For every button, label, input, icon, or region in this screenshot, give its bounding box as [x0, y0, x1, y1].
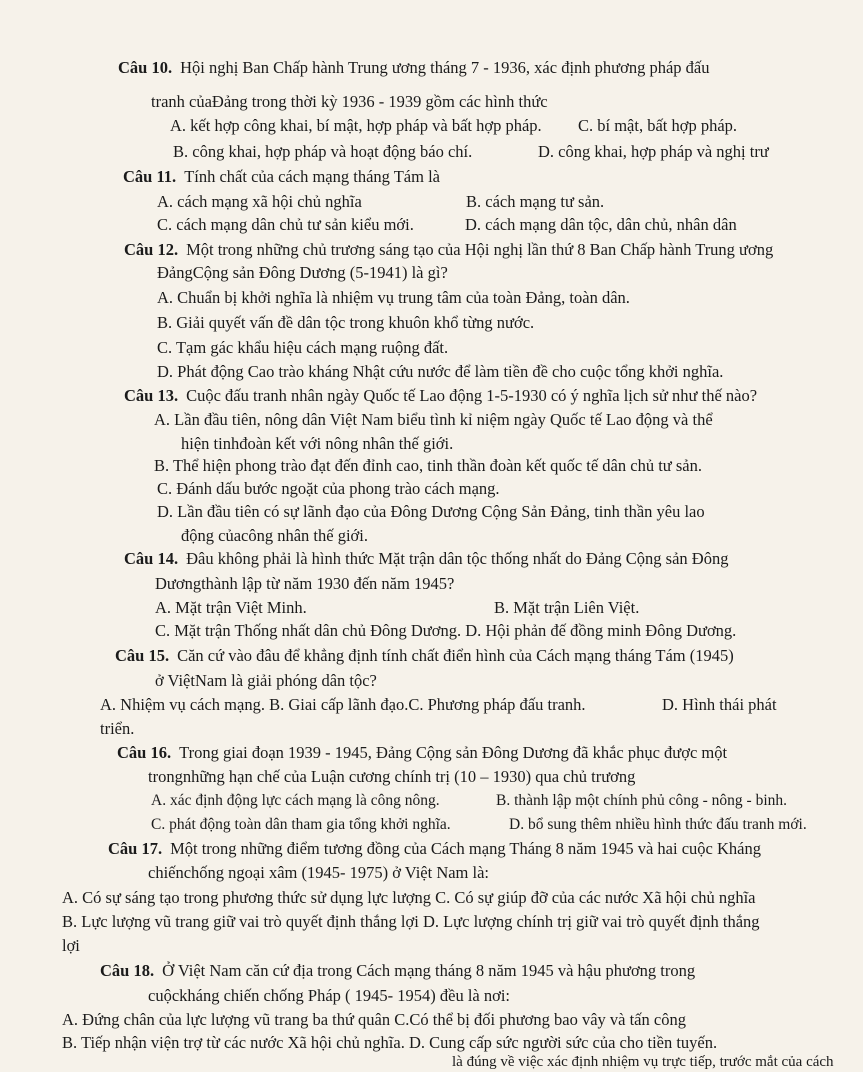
q15-stem-text: Căn cứ vào đâu để khẳng định tính chất điển hình của Cách mạng tháng Tám (1945) — [177, 646, 734, 665]
q17-options-b-d: B. Lực lượng vũ trang giữ vai trò quyết định thắng lợi D. Lực lượng chính trị giữ vai trò quyết định thắng — [62, 912, 760, 931]
q17-stem-line1 — [108, 839, 761, 859]
q15-options-abc: A. Nhiệm vụ cách mạng. B. Giai cấp lãnh đạo.C. Phương pháp đấu tranh. — [100, 695, 586, 714]
q14-number: Câu 14. — [124, 549, 179, 568]
q12-stem-line1 — [124, 240, 773, 260]
q13-option-d-line2: động củacông nhân thế giới. — [181, 526, 368, 545]
q17-stem-text: Một trong những điểm tương đồng của Cách mạng Tháng 8 năm 1945 và hai cuộc Kháng — [170, 839, 761, 858]
q11-option-c: C. cách mạng dân chủ tư sản kiểu mới. — [157, 215, 414, 234]
q14-stem-line1 — [124, 549, 728, 569]
q10-option-b: B. công khai, hợp pháp và hoạt động báo chí. — [173, 142, 473, 161]
q15-option-d-tail: triển. — [100, 719, 135, 738]
q10-stem-line2: tranh củaĐảng trong thời kỳ 1936 - 1939 gồm các hình thức — [151, 92, 548, 111]
q10-option-c: C. bí mật, bất hợp pháp. — [578, 116, 738, 135]
q18-stem-line2: cuộckháng chiến chống Pháp ( 1945- 1954) đều là nơi: — [148, 986, 511, 1005]
q13-option-c: C. Đánh dấu bước ngoặt của phong trào cách mạng. — [157, 479, 500, 498]
q13-option-b: B. Thể hiện phong trào đạt đến đỉnh cao, tinh thần đoàn kết quốc tế dân chủ tư sản. — [154, 456, 702, 475]
q12-option-a: A. Chuẩn bị khởi nghĩa là nhiệm vụ trung tâm của toàn Đảng, toàn dân. — [157, 288, 630, 307]
q15-stem-line1 — [115, 646, 734, 666]
q12-option-c: C. Tạm gác khẩu hiệu cách mạng ruộng đất. — [157, 338, 449, 357]
q10-option-d: D. công khai, hợp pháp và nghị trư — [538, 142, 769, 161]
q13-option-a-line1: A. Lần đầu tiên, nông dân Việt Nam biểu tình kỉ niệm ngày Quốc tế Lao động và thể — [154, 410, 713, 429]
q14-stem-text: Đâu không phải là hình thức Mặt trận dân tộc thống nhất do Đảng Cộng sản Đông — [186, 549, 729, 568]
q14-stem-line2: Dươngthành lập từ năm 1930 đến năm 1945? — [155, 574, 455, 593]
q12-option-d: D. Phát động Cao trào kháng Nhật cứu nước để làm tiền đề cho cuộc tổng khởi nghĩa. — [157, 362, 724, 381]
q16-stem-text: Trong giai đoạn 1939 - 1945, Đảng Cộng sản Đông Dương đã khắc phục được một — [179, 743, 728, 762]
q11-number: Câu 11. — [123, 167, 177, 186]
q10-stem-text: Hội nghị Ban Chấp hành Trung ương tháng 7 - 1936, xác định phương pháp đấu — [180, 58, 710, 77]
q13-stem — [124, 386, 757, 406]
q12-number: Câu 12. — [124, 240, 179, 259]
q16-stem-line1 — [117, 743, 727, 763]
q14-option-c-d: C. Mặt trận Thống nhất dân chủ Đông Dương. D. Hội phản đế đồng minh Đông Dương. — [155, 621, 737, 640]
q16-option-b: B. thành lập một chính phủ công - nông - binh. — [496, 792, 788, 809]
q11-stem — [123, 167, 440, 187]
q18-options-a-c: A. Đứng chân của lực lượng vũ trang ba thứ quân C.Có thể bị đối phương bao vây và tấn công — [62, 1010, 686, 1029]
q17-options-a-c: A. Có sự sáng tạo trong phương thức sử dụng lực lượng C. Có sự giúp đỡ của các nước Xã hội chủ nghĩa — [62, 888, 756, 907]
q18-options-b-d: B. Tiếp nhận viện trợ từ các nước Xã hội chủ nghĩa. D. Cung cấp sức người sức của cho tiền tuyến. — [62, 1033, 718, 1052]
q16-option-c: C. phát động toàn dân tham gia tổng khởi nghĩa. — [151, 816, 451, 833]
q11-option-a: A. cách mạng xã hội chủ nghĩa — [157, 192, 362, 211]
q11-stem-text: Tính chất của cách mạng tháng Tám là — [184, 167, 440, 186]
q18-number: Câu 18. — [100, 961, 155, 980]
q15-option-d: D. Hình thái phát — [662, 695, 777, 714]
q14-option-a: A. Mặt trận Việt Minh. — [155, 598, 307, 617]
q11-option-d: D. cách mạng dân tộc, dân chủ, nhân dân — [465, 215, 737, 234]
q14-option-b: B. Mặt trận Liên Việt. — [494, 598, 640, 617]
q18-stem-text: Ở Việt Nam căn cứ địa trong Cách mạng tháng 8 năm 1945 và hậu phương trong — [162, 961, 696, 980]
q12-stem-text: Một trong những chủ trương sáng tạo của Hội nghị lần thứ 8 Ban Chấp hành Trung ương — [186, 240, 774, 259]
q18-stem-line1 — [100, 961, 695, 981]
cut-off-line: là đúng về việc xác định nhiệm vụ trực tiếp, trước mắt của cách — [452, 1054, 834, 1070]
q12-stem-line2: ĐảngCộng sản Đông Dương (5-1941) là gì? — [157, 263, 448, 282]
q10-option-a: A. kết hợp công khai, bí mật, hợp pháp và bất hợp pháp. — [170, 116, 542, 135]
q17-stem-line2: chiếnchống ngoại xâm (1945- 1975) ở Việt Nam là: — [148, 863, 490, 882]
q11-option-b: B. cách mạng tư sản. — [466, 192, 605, 211]
q15-number: Câu 15. — [115, 646, 170, 665]
q12-option-b: B. Giải quyết vấn đề dân tộc trong khuôn khổ từng nước. — [157, 313, 535, 332]
q10-stem-line1 — [118, 58, 709, 78]
q13-option-d-line1: D. Lần đầu tiên có sự lãnh đạo của Đông Dương Cộng Sản Đảng, tinh thần yêu lao — [157, 502, 705, 521]
q13-option-a-line2: hiện tinhđoàn kết với nông nhân thế giới. — [181, 434, 454, 453]
q17-option-d-tail: lợi — [62, 936, 80, 955]
q10-number: Câu 10. — [118, 58, 173, 77]
q15-stem-line2: ở ViệtNam là giải phóng dân tộc? — [155, 671, 377, 690]
q16-option-a: A. xác định động lực cách mạng là công nông. — [151, 792, 440, 809]
q16-number: Câu 16. — [117, 743, 172, 762]
q16-option-d: D. bổ sung thêm nhiều hình thức đấu tranh mới. — [509, 816, 807, 833]
q13-number: Câu 13. — [124, 386, 179, 405]
q17-number: Câu 17. — [108, 839, 163, 858]
q16-stem-line2: trongnhững hạn chế của Luận cương chính trị (10 – 1930) qua chủ trương — [148, 767, 636, 786]
q13-stem-text: Cuộc đấu tranh nhân ngày Quốc tế Lao động 1-5-1930 có ý nghĩa lịch sử như thế nào? — [186, 386, 758, 405]
